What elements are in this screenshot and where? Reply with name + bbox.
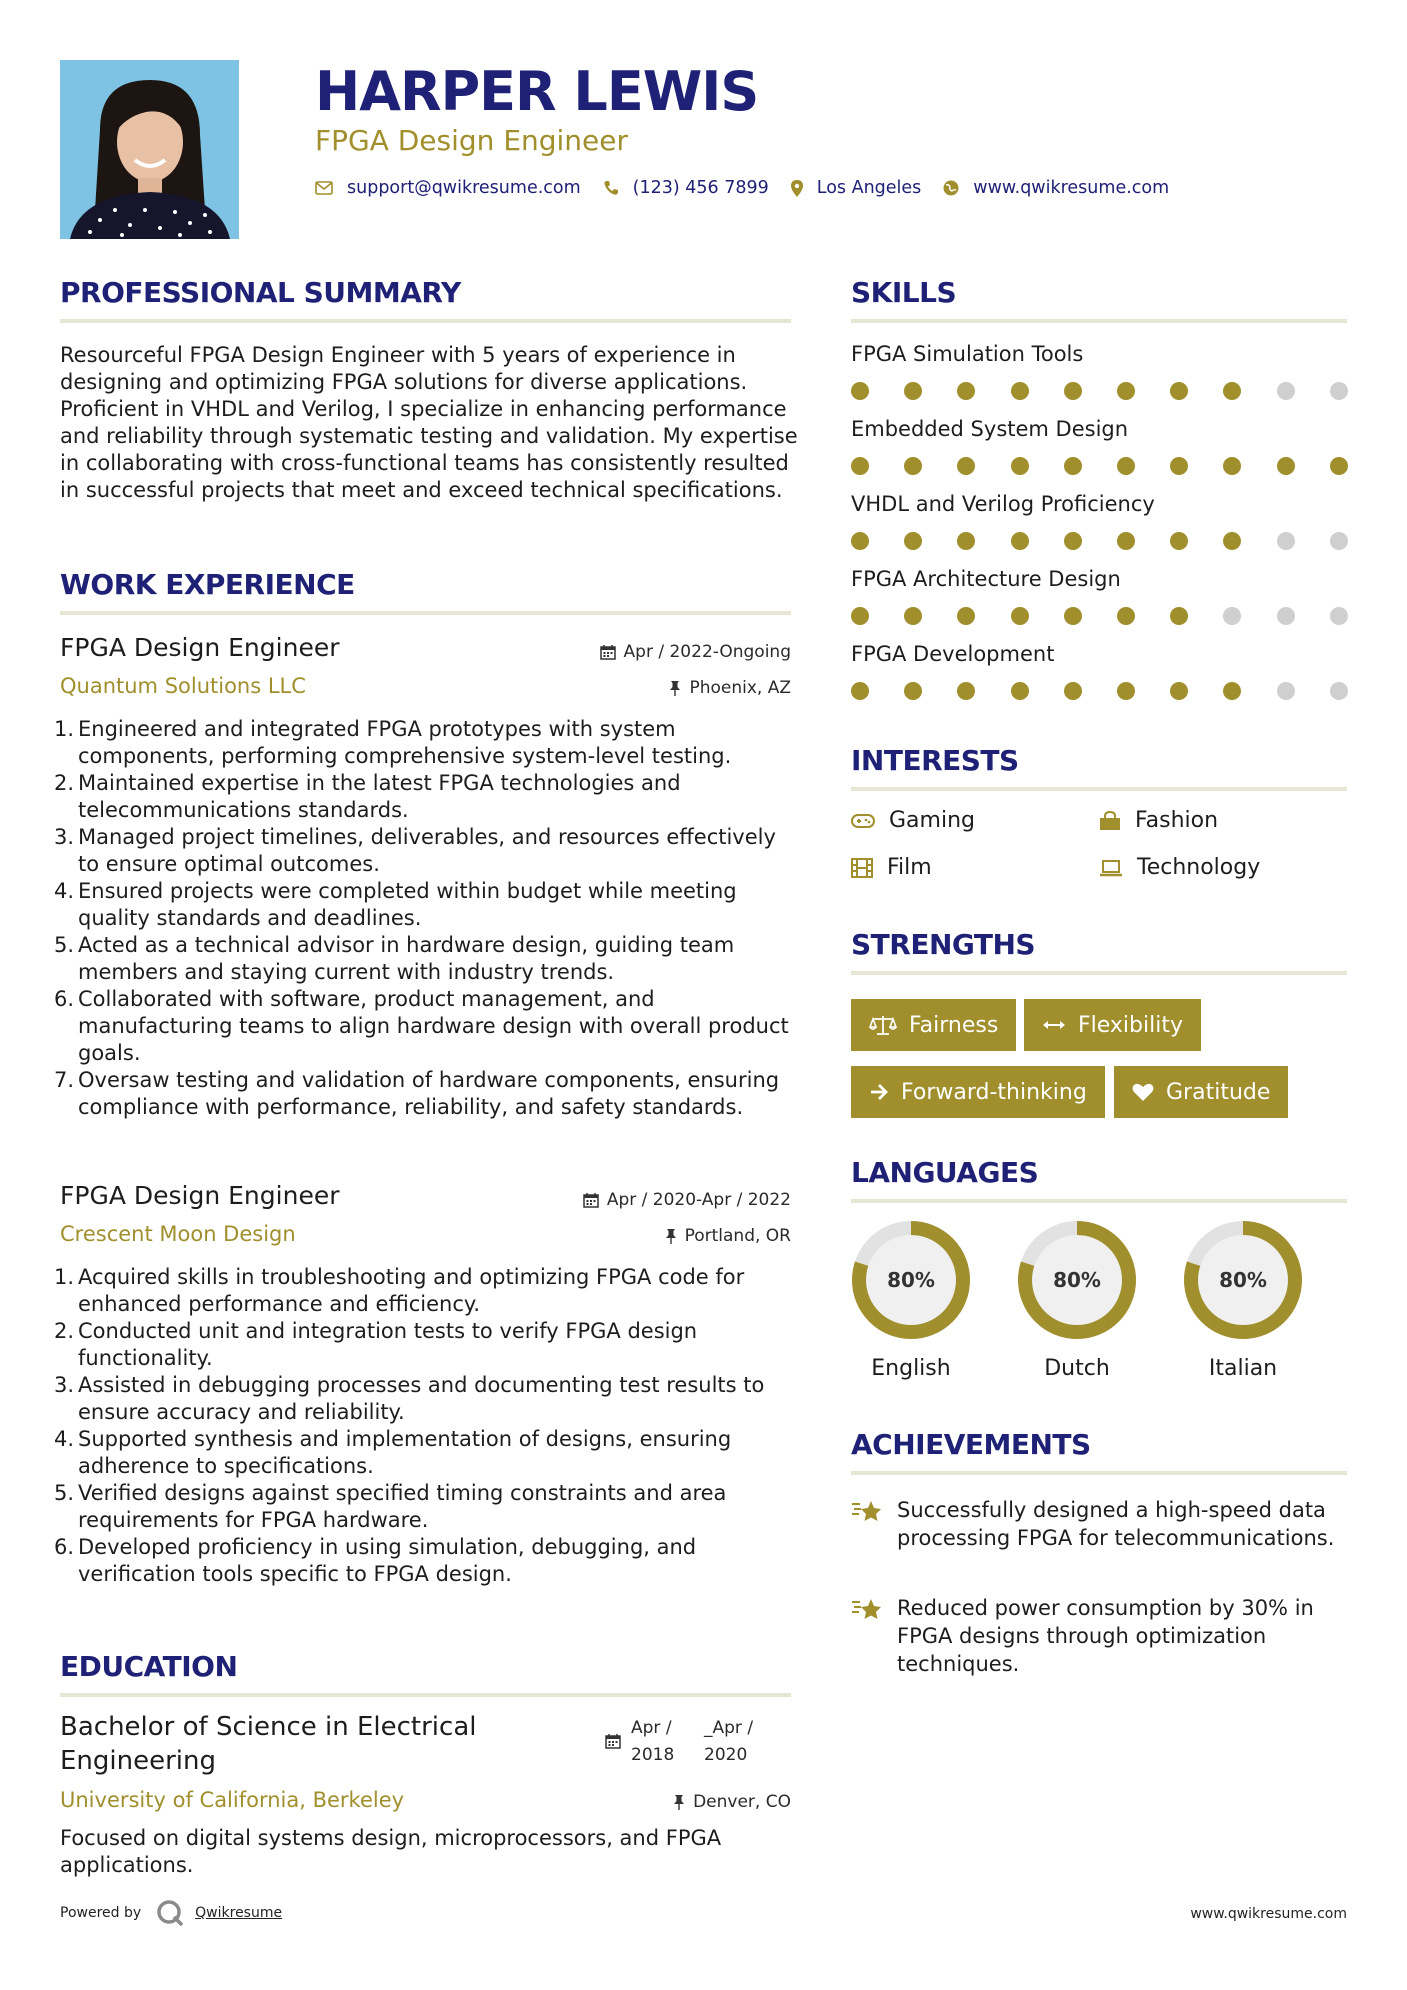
- company-name: Crescent Moon Design: [60, 1222, 296, 1246]
- skill-name: FPGA Simulation Tools: [851, 342, 1084, 366]
- section-divider: [851, 319, 1347, 323]
- strength-badge: [851, 1066, 1105, 1118]
- language-name: English: [871, 1356, 951, 1381]
- experience-heading: WORK EXPERIENCE: [60, 568, 355, 601]
- rating-dot-filled: [1117, 382, 1135, 400]
- heart-icon: [1132, 1082, 1154, 1102]
- rating-dot-filled: [1170, 607, 1188, 625]
- website-text: www.qwikresume.com: [973, 178, 1170, 198]
- phone-text: (123) 456 7899: [632, 178, 769, 198]
- profile-photo: [60, 60, 239, 239]
- achievements-heading: ACHIEVEMENTS: [851, 1428, 1091, 1461]
- list-item: 5. Verified designs against specified timing constraints and area requirements for FPGA hardware.: [54, 1481, 727, 1532]
- rating-dot-filled: [1011, 682, 1029, 700]
- interest-label: Gaming: [889, 808, 975, 833]
- list-item: 3. Managed project timelines, deliverables, and resources effectively to ensure optimal outcomes.: [54, 825, 776, 876]
- skill-name: Embedded System Design: [851, 417, 1129, 441]
- rating-dot-filled: [1223, 682, 1241, 700]
- balance-scale-icon: [869, 1014, 897, 1036]
- rating-dot-filled: [1170, 682, 1188, 700]
- rating-dot-filled: [904, 682, 922, 700]
- rating-dot-filled: [1117, 532, 1135, 550]
- job-location-text: Phoenix, AZ: [689, 678, 791, 698]
- section-divider: [851, 1199, 1347, 1203]
- rating-dot-filled: [957, 457, 975, 475]
- achievement-text: Successfully designed a high-speed data processing FPGA for telecommunications.: [897, 1498, 1335, 1550]
- job-location-text: Portland, OR: [684, 1226, 791, 1246]
- list-item: 6. Collaborated with software, product management, and manufacturing teams to align hardware design with overall product goals.: [54, 987, 789, 1065]
- list-item: 1. Acquired skills in troubleshooting and optimizing FPGA code for enhanced performance and efficiency.: [54, 1265, 745, 1316]
- rating-dot-empty: [1330, 607, 1348, 625]
- footer-url[interactable]: www.qwikresume.com: [1190, 1906, 1347, 1922]
- list-item-text: Verified designs against specified timing constraints and area requirements for FPGA hardware.: [78, 1481, 727, 1532]
- section-divider: [60, 611, 791, 615]
- list-item-text: Supported synthesis and implementation of designs, ensuring adherence to specifications.: [78, 1427, 732, 1478]
- language-percent: 80%: [1053, 1268, 1101, 1292]
- list-item: 2. Maintained expertise in the latest FPGA technologies and telecommunications standards.: [54, 771, 681, 822]
- pin-icon: [669, 680, 681, 696]
- rating-dot-filled: [904, 532, 922, 550]
- pin-icon: [673, 1794, 685, 1810]
- date-line: 2018: [631, 1745, 675, 1765]
- arrows-horizontal-icon: [1042, 1019, 1066, 1031]
- rating-dot-empty: [1330, 532, 1348, 550]
- contact-location: [791, 178, 922, 198]
- rating-dot-filled: [851, 607, 869, 625]
- skill-rating: [851, 532, 1347, 552]
- gamepad-icon: [851, 814, 875, 828]
- summary-text: Resourceful FPGA Design Engineer with 5 years of experience in designing and optimizing FPGA solutions for diverse applications. Proficient in VHDL and Verilog, I specialize in enhancing performance and reliability through systematic testing and validation. My expertise in collaborating with cross-functional teams has consistently resulted in successful projects that meet and exceed technical specifications.: [60, 343, 798, 502]
- strength-label: Gratitude: [1166, 1079, 1271, 1105]
- education-location-text: Denver, CO: [693, 1792, 791, 1812]
- list-item: 4. Ensured projects were completed within budget while meeting quality standards and deadlines.: [54, 879, 737, 930]
- globe-icon: [943, 180, 959, 196]
- section-divider: [851, 787, 1347, 791]
- interest-item: [851, 855, 932, 880]
- skill-rating: [851, 457, 1347, 477]
- job-location: [665, 1226, 791, 1246]
- rating-dot-filled: [904, 382, 922, 400]
- languages-heading: LANGUAGES: [851, 1156, 1039, 1189]
- job-location: [669, 678, 791, 698]
- rating-dot-filled: [957, 532, 975, 550]
- education-description: Focused on digital systems design, microprocessors, and FPGA applications.: [60, 1826, 722, 1877]
- rating-dot-filled: [1117, 682, 1135, 700]
- contact-website[interactable]: [943, 178, 1169, 198]
- language-gauge: [849, 1218, 973, 1342]
- strength-label: Flexibility: [1078, 1012, 1183, 1038]
- rating-dot-empty: [1277, 532, 1295, 550]
- achievement-item: [851, 1594, 1347, 1678]
- language-percent: 80%: [887, 1268, 935, 1292]
- list-item-text: Ensured projects were completed within budget while meeting quality standards and deadlines.: [78, 879, 737, 930]
- rating-dot-filled: [1064, 457, 1082, 475]
- job-responsibilities: [54, 1264, 800, 1588]
- language-gauge: [1015, 1218, 1139, 1342]
- job-dates-text: Apr / 2022-Ongoing: [623, 642, 791, 662]
- calendar-icon: [605, 1733, 621, 1749]
- powered-by-text: Powered by: [60, 1905, 142, 1921]
- arrow-right-icon: [869, 1083, 889, 1101]
- section-divider: [60, 1693, 791, 1697]
- interests-heading: INTERESTS: [851, 744, 1019, 777]
- rating-dot-filled: [957, 682, 975, 700]
- list-item-text: Conducted unit and integration tests to verify FPGA design functionality.: [78, 1319, 698, 1370]
- pin-icon: [665, 1228, 677, 1244]
- rating-dot-filled: [1223, 532, 1241, 550]
- education-start-date: [631, 1715, 674, 1769]
- rating-dot-filled: [1223, 382, 1241, 400]
- section-divider: [60, 319, 791, 323]
- qwikresume-link[interactable]: Qwikresume: [195, 1905, 283, 1921]
- email-text: support@qwikresume.com: [347, 178, 581, 198]
- envelope-icon: [315, 181, 333, 195]
- rating-dot-filled: [1011, 607, 1029, 625]
- list-item-text: Managed project timelines, deliverables, and resources effectively to ensure optimal outcomes.: [78, 825, 776, 876]
- rating-dot-empty: [1330, 382, 1348, 400]
- job-title: FPGA Design Engineer: [60, 633, 340, 662]
- rating-dot-empty: [1277, 607, 1295, 625]
- skill-rating: [851, 682, 1347, 702]
- list-item-text: Assisted in debugging processes and documenting test results to ensure accuracy and reliability.: [78, 1373, 765, 1424]
- list-item-text: Collaborated with software, product management, and manufacturing teams to align hardware design with overall product goals.: [78, 987, 789, 1065]
- strength-badge: [851, 999, 1016, 1051]
- rating-dot-filled: [1064, 382, 1082, 400]
- film-icon: [851, 858, 873, 878]
- shopping-bag-icon: [1099, 811, 1121, 831]
- skill-name: FPGA Architecture Design: [851, 567, 1121, 591]
- calendar-icon: [583, 1192, 599, 1208]
- company-name: Quantum Solutions LLC: [60, 674, 306, 698]
- location-text: Los Angeles: [816, 178, 922, 198]
- language-name: Italian: [1208, 1356, 1278, 1381]
- candidate-title: FPGA Design Engineer: [315, 124, 629, 157]
- rating-dot-filled: [851, 382, 869, 400]
- rating-dot-empty: [1330, 682, 1348, 700]
- language-name: Dutch: [1044, 1356, 1110, 1381]
- list-item: 7. Oversaw testing and validation of hardware components, ensuring compliance with performance, reliability, and safety standards.: [54, 1068, 780, 1119]
- rating-dot-filled: [851, 682, 869, 700]
- rating-dot-filled: [1064, 607, 1082, 625]
- language-percent: 80%: [1219, 1268, 1267, 1292]
- rating-dot-filled: [904, 607, 922, 625]
- contact-bar: [315, 178, 1191, 198]
- date-line: 2020: [704, 1745, 748, 1765]
- rating-dot-filled: [1117, 607, 1135, 625]
- education-heading: EDUCATION: [60, 1650, 238, 1683]
- rating-dot-filled: [904, 457, 922, 475]
- rating-dot-filled: [851, 457, 869, 475]
- list-item-text: Oversaw testing and validation of hardware components, ensuring compliance with performance, reliability, and safety standards.: [78, 1068, 780, 1119]
- strength-badge: [1114, 1066, 1288, 1118]
- skill-name: FPGA Development: [851, 642, 1055, 666]
- achievement-text: Reduced power consumption by 30% in FPGA designs through optimization techniques.: [897, 1596, 1314, 1676]
- interest-item: [1099, 808, 1218, 833]
- footer-powered-by: [60, 1898, 282, 1928]
- rating-dot-filled: [1064, 682, 1082, 700]
- interest-label: Film: [887, 855, 932, 880]
- rating-dot-filled: [1011, 457, 1029, 475]
- degree-title: Bachelor of Science in Electrical Engineering: [60, 1712, 477, 1776]
- job-dates: [600, 642, 791, 662]
- skill-name: VHDL and Verilog Proficiency: [851, 492, 1155, 516]
- rating-dot-filled: [957, 382, 975, 400]
- education-location: [673, 1792, 791, 1812]
- list-item: 3. Assisted in debugging processes and documenting test results to ensure accuracy and reliability.: [54, 1373, 765, 1424]
- skills-heading: SKILLS: [851, 276, 957, 309]
- achievement-item: [851, 1496, 1347, 1552]
- date-line: _Apr /: [704, 1718, 754, 1738]
- strength-label: Forward-thinking: [901, 1079, 1087, 1105]
- education-end-date: [704, 1715, 753, 1769]
- candidate-name: HARPER LEWIS: [315, 60, 759, 123]
- summary-heading: PROFESSIONAL SUMMARY: [60, 276, 461, 309]
- strength-badge: [1024, 999, 1201, 1051]
- rating-dot-filled: [1170, 532, 1188, 550]
- contact-phone[interactable]: [603, 178, 769, 198]
- section-divider: [851, 971, 1347, 975]
- calendar-icon: [600, 644, 616, 660]
- list-item: 4. Supported synthesis and implementation of designs, ensuring adherence to specifications.: [54, 1427, 732, 1478]
- rating-dot-filled: [1170, 457, 1188, 475]
- rating-dot-filled: [1011, 532, 1029, 550]
- rating-dot-filled: [1064, 532, 1082, 550]
- job-responsibilities: [54, 716, 800, 1121]
- phone-icon: [603, 180, 619, 196]
- strengths-heading: STRENGTHS: [851, 928, 1036, 961]
- list-item-text: Acted as a technical advisor in hardware design, guiding team members and staying current with industry trends.: [78, 933, 735, 984]
- rating-dot-empty: [1223, 607, 1241, 625]
- school-name: University of California, Berkeley: [60, 1788, 405, 1812]
- shooting-star-icon: [851, 1596, 883, 1622]
- skill-rating: [851, 607, 1347, 627]
- list-item-text: Developed proficiency in using simulation, debugging, and verification tools specific to FPGA design.: [78, 1535, 697, 1586]
- language-gauge: [1181, 1218, 1305, 1342]
- qwikresume-logo-icon: [155, 1898, 185, 1928]
- rating-dot-filled: [851, 532, 869, 550]
- contact-email[interactable]: [315, 178, 581, 198]
- list-item: 1. Engineered and integrated FPGA prototypes with system components, performing comprehensive system-level testing.: [54, 717, 732, 768]
- rating-dot-filled: [1223, 457, 1241, 475]
- list-item: 2. Conducted unit and integration tests to verify FPGA design functionality.: [54, 1319, 698, 1370]
- interest-item: [851, 808, 975, 833]
- rating-dot-filled: [1330, 457, 1348, 475]
- strength-label: Fairness: [909, 1012, 999, 1038]
- job-dates-text: Apr / 2020-Apr / 2022: [606, 1190, 791, 1210]
- skill-rating: [851, 382, 1347, 402]
- rating-dot-filled: [1277, 457, 1295, 475]
- list-item-text: Engineered and integrated FPGA prototypes with system components, performing comprehensive system-level testing.: [78, 717, 732, 768]
- list-item-text: Acquired skills in troubleshooting and optimizing FPGA code for enhanced performance and efficiency.: [78, 1265, 745, 1316]
- rating-dot-empty: [1277, 682, 1295, 700]
- rating-dot-filled: [1170, 382, 1188, 400]
- list-item: 5. Acted as a technical advisor in hardware design, guiding team members and staying current with industry trends.: [54, 933, 735, 984]
- list-item: 6. Developed proficiency in using simulation, debugging, and verification tools specific to FPGA design.: [54, 1535, 697, 1586]
- rating-dot-empty: [1277, 382, 1295, 400]
- job-dates: [583, 1190, 791, 1210]
- map-marker-icon: [791, 180, 803, 197]
- interest-item: [1099, 855, 1260, 880]
- rating-dot-filled: [1011, 382, 1029, 400]
- shooting-star-icon: [851, 1498, 883, 1524]
- rating-dot-filled: [957, 607, 975, 625]
- job-title: FPGA Design Engineer: [60, 1181, 340, 1210]
- section-divider: [851, 1471, 1347, 1475]
- interest-label: Fashion: [1135, 808, 1219, 833]
- interest-label: Technology: [1137, 855, 1261, 880]
- laptop-icon: [1099, 859, 1123, 877]
- date-line: Apr /: [631, 1718, 672, 1738]
- rating-dot-filled: [1117, 457, 1135, 475]
- list-item-text: Maintained expertise in the latest FPGA technologies and telecommunications standards.: [78, 771, 681, 822]
